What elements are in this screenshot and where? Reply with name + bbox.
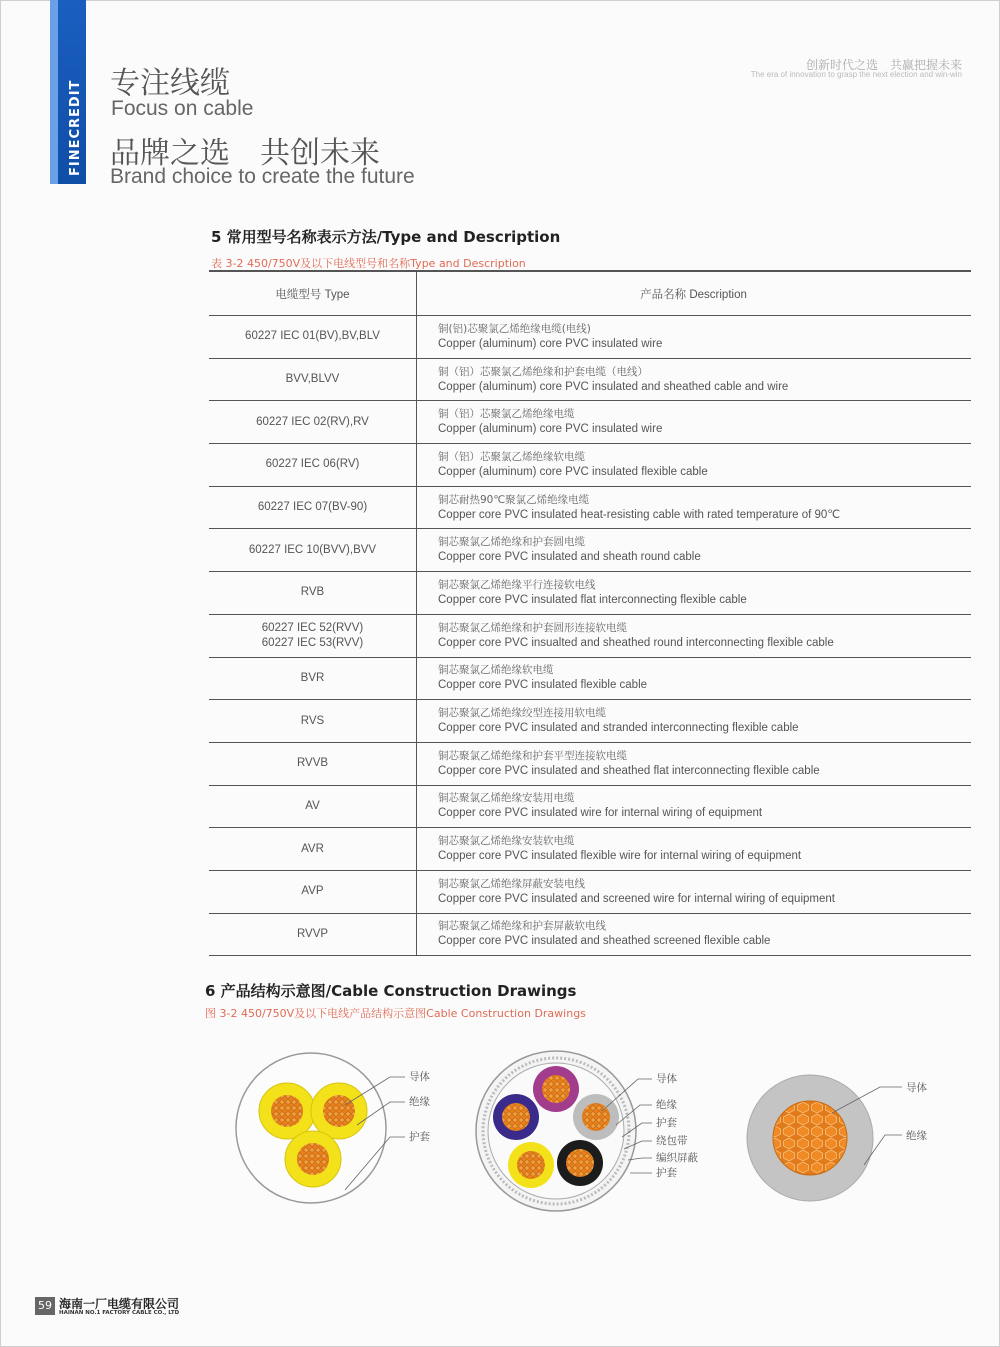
cell-description bbox=[417, 316, 972, 359]
cell-type bbox=[209, 657, 417, 700]
conductor-circle bbox=[773, 1101, 847, 1175]
type-description-table bbox=[209, 270, 971, 956]
footer-company-en: HAINAN NO.1 FACTORY CABLE CO., LTD bbox=[59, 1310, 180, 1316]
description-en: Copper core PVC insulated flexible cable bbox=[438, 679, 648, 692]
cell-type bbox=[209, 614, 417, 657]
description-en: Copper core PVC insulated and screened wire for internal wiring of equipment bbox=[438, 892, 835, 905]
description-en: Copper core PVC insualted and sheathed round interconnecting flexible cable bbox=[438, 636, 834, 649]
label-outer-sheath: 护套 bbox=[656, 1167, 677, 1179]
cell-type bbox=[209, 444, 417, 487]
label-sheath-inner: 护套 bbox=[656, 1117, 677, 1129]
type-code: AV bbox=[305, 799, 320, 812]
cell-description bbox=[417, 614, 972, 657]
section6-caption: 图 3-2 450/750V及以下电线产品结构示意图Cable Construction Drawings bbox=[205, 1007, 586, 1020]
description-cn: 铜芯聚氯乙烯绝缘和护套圆形连接软电缆 bbox=[438, 621, 627, 634]
section5-caption: 表 3-2 450/750V及以下电线型号和名称Type and Description bbox=[211, 257, 526, 270]
section5-title: 5 常用型号名称表示方法/Type and Description bbox=[211, 228, 561, 246]
table-row bbox=[209, 657, 971, 700]
type-code: BVR bbox=[300, 671, 325, 684]
type-code: 60227 IEC 10(BVV),BVV bbox=[248, 543, 377, 556]
header-type: 电缆型号 Type bbox=[209, 271, 417, 316]
label-braided-screen: 编织屏蔽 bbox=[656, 1152, 698, 1164]
type-code: RVVB bbox=[296, 757, 329, 770]
table-row bbox=[209, 742, 971, 785]
label-sheath: 护套 bbox=[409, 1131, 430, 1143]
description-cn: 铜芯聚氯乙烯绝缘平行连接软电线 bbox=[438, 578, 596, 591]
table-row bbox=[209, 870, 971, 913]
table-row bbox=[209, 913, 971, 956]
conductor-core-purple bbox=[542, 1075, 570, 1103]
label-insulation: 绝缘 bbox=[409, 1096, 430, 1108]
cell-description bbox=[417, 870, 972, 913]
cell-type bbox=[209, 870, 417, 913]
type-code-secondary: 60227 IEC 53(RVV) bbox=[261, 636, 364, 649]
description-en: Copper core PVC insulated and sheathed screened flexible cable bbox=[438, 935, 771, 948]
description-en: Copper core PVC insulated flat interconnecting flexible cable bbox=[438, 593, 747, 606]
table-row bbox=[209, 700, 971, 743]
description-cn: 铜（铝）芯聚氯乙烯绝缘软电缆 bbox=[438, 450, 585, 463]
type-code: 60227 IEC 07(BV-90) bbox=[257, 501, 368, 514]
description-en: Copper core PVC insulated flexible wire for internal wiring of equipment bbox=[438, 850, 802, 863]
label-wrapping-tape: 绕包带 bbox=[656, 1135, 688, 1147]
footer-company-cn: 海南一厂电缆有限公司 bbox=[59, 1297, 180, 1311]
description-cn: 铜芯聚氯乙烯绝缘屏蔽安装电线 bbox=[438, 877, 585, 890]
conductor-core-2 bbox=[323, 1095, 355, 1127]
description-cn: 铜芯聚氯乙烯绝缘和护套屏蔽软电线 bbox=[438, 920, 606, 933]
slogan-en: The era of innovation to grasp the next election and win-win bbox=[750, 70, 962, 79]
slogan-cn: 创新时代之选 共赢把握未来 bbox=[805, 58, 962, 72]
table-row bbox=[209, 828, 971, 871]
type-code: 60227 IEC 02(RV),RV bbox=[256, 415, 369, 428]
description-cn: 铜芯聚氯乙烯绝缘和护套平型连接软电缆 bbox=[438, 749, 627, 762]
description-cn: 铜（铝）芯聚氯乙烯绝缘和护套电缆（电线） bbox=[438, 365, 648, 378]
brand-bar-accent bbox=[50, 0, 58, 184]
cell-type bbox=[209, 700, 417, 743]
diagram-five-core-screened-cable bbox=[470, 1045, 720, 1220]
type-code: BVV,BLVV bbox=[285, 373, 340, 386]
description-en: Copper core PVC insulated wire for internal wiring of equipment bbox=[438, 807, 763, 820]
diagram-three-core-cable bbox=[225, 1045, 455, 1215]
table-row bbox=[209, 486, 971, 529]
brand-vertical-text: FINECREDIT bbox=[68, 79, 83, 176]
cell-type bbox=[209, 828, 417, 871]
description-cn: 铜芯聚氯乙烯绝缘和护套圆电缆 bbox=[438, 536, 585, 549]
table-row bbox=[209, 529, 971, 572]
cell-type bbox=[209, 742, 417, 785]
description-en: Copper core PVC insulated and sheathed flat interconnecting flexible cable bbox=[438, 764, 820, 777]
cell-description bbox=[417, 358, 972, 401]
cell-type bbox=[209, 401, 417, 444]
table-row bbox=[209, 785, 971, 828]
cell-description bbox=[417, 913, 972, 956]
label-conductor-2: 导体 bbox=[656, 1073, 677, 1085]
cell-description bbox=[417, 572, 972, 615]
cell-type bbox=[209, 486, 417, 529]
conductor-core-black bbox=[566, 1149, 594, 1177]
type-code: AVR bbox=[301, 842, 324, 855]
description-en: Copper (aluminum) core PVC insulated wire bbox=[438, 337, 663, 350]
diagram-single-core-cable bbox=[740, 1065, 960, 1215]
cell-type bbox=[209, 529, 417, 572]
cell-type bbox=[209, 572, 417, 615]
table-row bbox=[209, 614, 971, 657]
page-number: 59 bbox=[35, 1297, 55, 1315]
type-code: RVB bbox=[300, 586, 325, 599]
hero-subtitle-cn: 品牌之选 共创未来 bbox=[110, 136, 380, 171]
type-code: RVVP bbox=[296, 927, 329, 940]
table-row bbox=[209, 572, 971, 615]
conductor-core-3 bbox=[297, 1143, 329, 1175]
header-description: 产品名称 Description bbox=[417, 271, 972, 316]
description-en: Copper core PVC insulated and sheath round cable bbox=[438, 551, 701, 564]
cell-type bbox=[209, 358, 417, 401]
cell-description bbox=[417, 742, 972, 785]
description-cn: 铜芯聚氯乙烯绝缘绞型连接用软电缆 bbox=[438, 707, 606, 720]
cell-description bbox=[417, 444, 972, 487]
label-conductor: 导体 bbox=[409, 1071, 430, 1083]
description-en: Copper (aluminum) core PVC insulated wire bbox=[438, 423, 663, 436]
table-row bbox=[209, 401, 971, 444]
description-en: Copper (aluminum) core PVC insulated and sheathed cable and wire bbox=[438, 380, 789, 393]
conductor-core-yellow bbox=[517, 1151, 545, 1179]
hero-subtitle-en: Brand choice to create the future bbox=[110, 165, 415, 188]
cell-description bbox=[417, 486, 972, 529]
description-cn: 铜(铝)芯聚氯乙烯绝缘电缆(电线) bbox=[438, 322, 591, 335]
cell-type bbox=[209, 316, 417, 359]
cell-description bbox=[417, 657, 972, 700]
type-code: RVS bbox=[300, 714, 325, 727]
hero-title-en: Focus on cable bbox=[111, 97, 254, 120]
cell-description bbox=[417, 785, 972, 828]
description-cn: 铜芯聚氯乙烯绝缘安装用电缆 bbox=[438, 792, 575, 805]
label-insulation-3: 绝缘 bbox=[906, 1130, 927, 1142]
table-row bbox=[209, 358, 971, 401]
description-en: Copper core PVC insulated heat-resisting cable with rated temperature of 90℃ bbox=[438, 508, 841, 521]
cell-description bbox=[417, 828, 972, 871]
table-row bbox=[209, 316, 971, 359]
label-conductor-3: 导体 bbox=[906, 1082, 927, 1094]
description-en: Copper (aluminum) core PVC insulated flexible cable bbox=[438, 465, 708, 478]
type-code: 60227 IEC 52(RVV) bbox=[261, 621, 364, 634]
cell-description bbox=[417, 401, 972, 444]
table-body bbox=[209, 316, 971, 956]
description-cn: 铜芯聚氯乙烯绝缘软电缆 bbox=[438, 664, 554, 677]
description-cn: 铜（铝）芯聚氯乙烯绝缘电缆 bbox=[438, 408, 575, 421]
type-code: 60227 IEC 06(RV) bbox=[265, 458, 360, 471]
cell-type bbox=[209, 785, 417, 828]
description-en: Copper core PVC insulated and stranded interconnecting flexible cable bbox=[438, 722, 799, 735]
description-cn: 铜芯聚氯乙烯绝缘安装软电缆 bbox=[438, 835, 575, 848]
type-code: 60227 IEC 01(BV),BV,BLV bbox=[245, 330, 380, 343]
conductor-core-1 bbox=[271, 1095, 303, 1127]
cell-description bbox=[417, 529, 972, 572]
cell-description bbox=[417, 700, 972, 743]
section6-title: 6 产品结构示意图/Cable Construction Drawings bbox=[205, 982, 577, 1000]
hero-title-cn: 专注线缆 bbox=[110, 66, 230, 101]
description-cn: 铜芯耐热90℃聚氯乙烯绝缘电缆 bbox=[438, 493, 590, 506]
conductor-core-blue bbox=[502, 1103, 530, 1131]
cell-type bbox=[209, 913, 417, 956]
type-code: AVP bbox=[301, 885, 324, 898]
table-row bbox=[209, 444, 971, 487]
table-header-row bbox=[209, 271, 971, 316]
label-insulation-2: 绝缘 bbox=[656, 1099, 677, 1111]
